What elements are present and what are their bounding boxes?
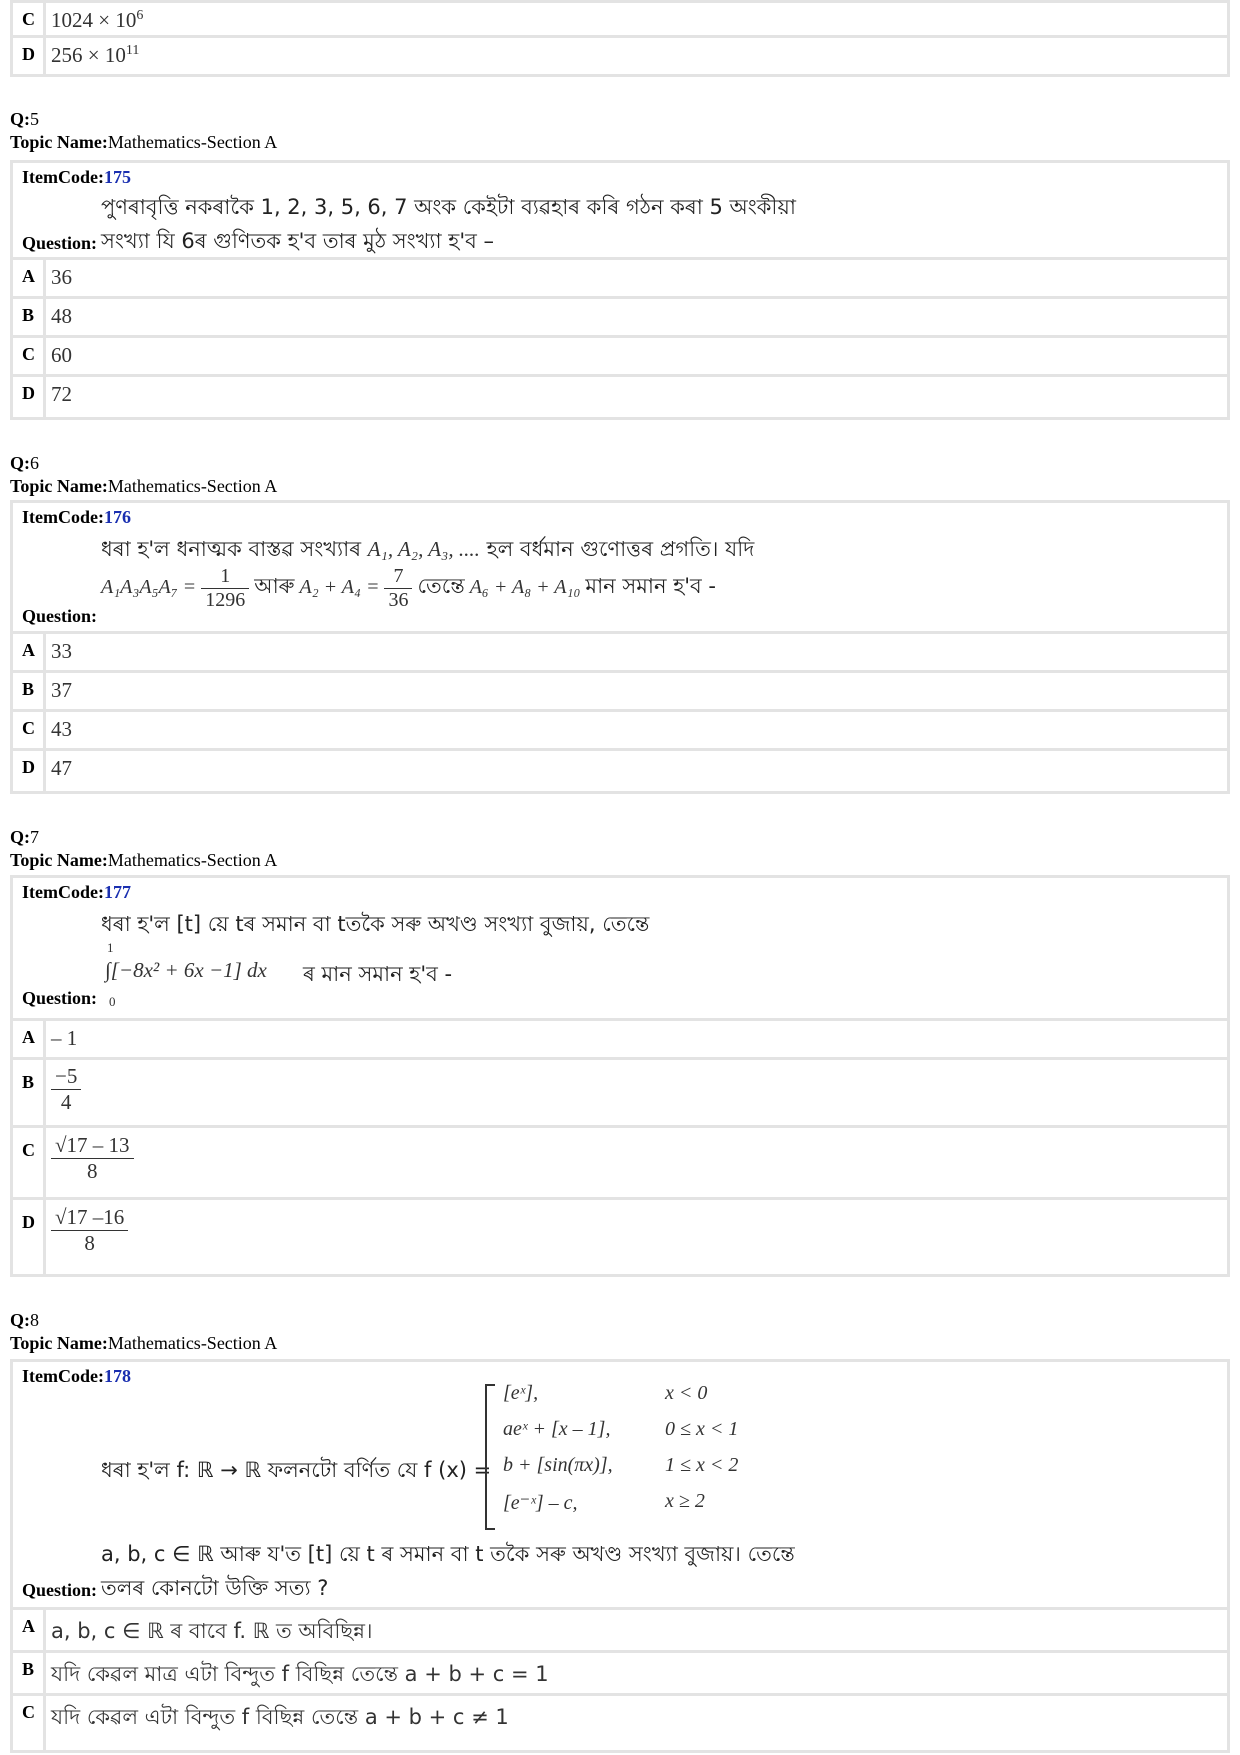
topic-name: Topic Name:Mathematics-Section A [10,132,278,152]
divider [43,338,46,374]
option-letter: C [22,9,35,29]
option-a [10,1607,1230,1653]
question-header [10,826,277,872]
option-letter: C [22,1702,35,1722]
option-value: যদি কেৱল এটা বিন্দুত f বিছিন্ন তেন্তে a + b + c ≠ 1 [51,1705,509,1729]
option-letter: C [22,1140,35,1160]
option-value: $\frac{-5}{4}$ [51,1064,81,1115]
top-option-d [10,35,1230,77]
divider [43,1653,46,1693]
divider [43,1128,46,1197]
question-number: Q:6 [10,453,39,473]
divider [43,260,46,296]
option-b [10,1057,1230,1128]
question-header [10,108,277,154]
option-value: $1024 \times 10^6$ [51,8,144,32]
divider [43,712,46,748]
option-a [10,631,1230,673]
piecewise-cases [503,1382,739,1526]
option-value: 72 [51,382,72,406]
divider [43,1021,46,1057]
question-text-line: ধৰা হ'ল [t] য়ে tৰ সমান বা tতকৈ সৰু অখণ্ড সংখ্যা বুজায়, তেন্তে [101,912,650,936]
function-definition: ধৰা হ'ল f: ℝ → ℝ ফলনটো বৰ্ণিত যে f (x) = [101,1458,492,1482]
question-number: Q:5 [10,109,39,129]
option-value: 37 [51,678,72,702]
question-label: Question: [22,606,98,626]
option-value: – 1 [51,1026,78,1050]
option-letter: D [22,757,35,777]
option-value: 36 [51,265,72,289]
option-value: a, b, c ∈ ℝ ৰ বাবে f. ℝ ত অবিছিন্ন। [51,1619,373,1643]
question-header [10,452,277,498]
option-value: 33 [51,639,72,663]
option-value: $\frac{√17 -16}{8}$ [51,1205,128,1256]
option-letter: D [22,383,35,403]
option-value: 48 [51,304,72,328]
option-letter: B [22,1072,35,1092]
option-a [10,257,1230,299]
question-text-line: পুণৰাবৃত্তি নকৰাকৈ 1, 2, 3, 5, 6, 7 অংক কেইটা ব্যৱহাৰ কৰি গঠন কৰা 5 অংকীয়া [101,195,796,219]
option-d [10,1197,1230,1277]
question-box [10,1359,1230,1610]
divider [43,299,46,335]
option-a [10,1018,1230,1060]
case-row: b + [sin(πx)], 1 ≤ x < 2 [503,1454,739,1476]
divider [43,634,46,670]
question-header [10,1309,277,1355]
option-letter: B [22,679,35,699]
question-label: Question: [22,988,98,1008]
divider [43,1610,46,1650]
fraction: $\frac{1}{1296}$ [201,565,249,612]
topic-name: Topic Name:Mathematics-Section A [10,850,278,870]
option-letter: D [22,44,35,64]
question-text-line: ৰ মান সমান হ'ব - [303,962,453,986]
case-row: [e⁻ˣ] – c, x ≥ 2 [503,1490,705,1514]
item-code: ItemCode:177 [22,882,131,902]
option-letter: A [22,640,35,660]
option-value: $\frac{√17 - 13}{8}$ [51,1133,134,1184]
question-text-line: সংখ্যা যি 6ৰ গুণিতক হ'ব তাৰ মুঠ সংখ্যা হ'ব – [101,229,494,253]
option-letter: B [22,1659,35,1679]
divider [43,1060,46,1125]
option-c [10,1125,1230,1200]
option-letter: C [22,344,35,364]
item-code: ItemCode:178 [22,1366,131,1386]
option-letter: C [22,718,35,738]
fraction: $\frac{7}{36}$ [384,565,412,612]
item-code: ItemCode:176 [22,507,131,527]
option-letter: A [22,1027,35,1047]
piecewise-bracket [485,1384,495,1530]
option-letter: A [22,1616,35,1636]
option-c [10,709,1230,751]
case-row: [eˣ], x < 0 [503,1382,708,1404]
divider [43,1696,46,1750]
question-text-line: ধৰা হ'ল ধনাত্মক বাস্তৱ সংখ্যাৰ A₁, A₂, A₃, .... হল বৰ্ধমান গুণোত্তৰ প্ৰগতি। যদি [101,537,755,561]
divider [43,377,46,417]
option-letter: B [22,305,35,325]
case-row: aeˣ + [x – 1], 0 ≤ x < 1 [503,1418,739,1440]
question-label: Question: [22,1580,98,1600]
divider [43,38,46,74]
question-number: Q:8 [10,1310,39,1330]
question-text-line: a, b, c ∈ ℝ আৰু য'ত [t] য়ে t ৰ সমান বা t তকৈ সৰু অখণ্ড সংখ্যা বুজায়। তেন্তে [101,1542,795,1566]
question-box [10,875,1230,1021]
option-d [10,374,1230,420]
integral-expression: ∫[−8x² + 6x −1] dx [105,958,267,982]
divider [43,3,46,35]
option-letter: D [22,1212,35,1232]
question-text-line: তলৰ কোনটো উক্তি সত্য ? [101,1576,329,1600]
top-option-c [10,0,1230,38]
question-box [10,500,1230,634]
integral-upper-limit: 1 [107,940,114,955]
option-value: 43 [51,717,72,741]
question-box [10,160,1230,260]
topic-name: Topic Name:Mathematics-Section A [10,1333,278,1353]
option-letter: A [22,266,35,286]
option-b [10,1650,1230,1696]
option-b [10,670,1230,712]
integral-lower-limit: 0 [109,994,116,1009]
question-equation: A₁A₃A₅A₇ = $\frac{1}{1296}$ আৰু A₂ + A₄ = $\frac{7}{36}$ তেন্তে A₆ + A₈ + A₁₀ মান সমান হ'ব - [101,565,716,611]
divider [43,751,46,791]
divider [43,1200,46,1274]
option-c [10,1693,1230,1753]
item-code: ItemCode:175 [22,167,131,187]
option-value: 47 [51,756,72,780]
option-c [10,335,1230,377]
option-b [10,296,1230,338]
option-d [10,748,1230,794]
topic-name: Topic Name:Mathematics-Section A [10,476,278,496]
question-label: Question: [22,233,98,253]
option-value: $256 \times 10^{11}$ [51,43,140,67]
option-value: 60 [51,343,72,367]
option-value: যদি কেৱল মাত্ৰ এটা বিন্দুত f বিছিন্ন তেন্তে a + b + c = 1 [51,1662,549,1686]
divider [43,673,46,709]
question-number: Q:7 [10,827,39,847]
